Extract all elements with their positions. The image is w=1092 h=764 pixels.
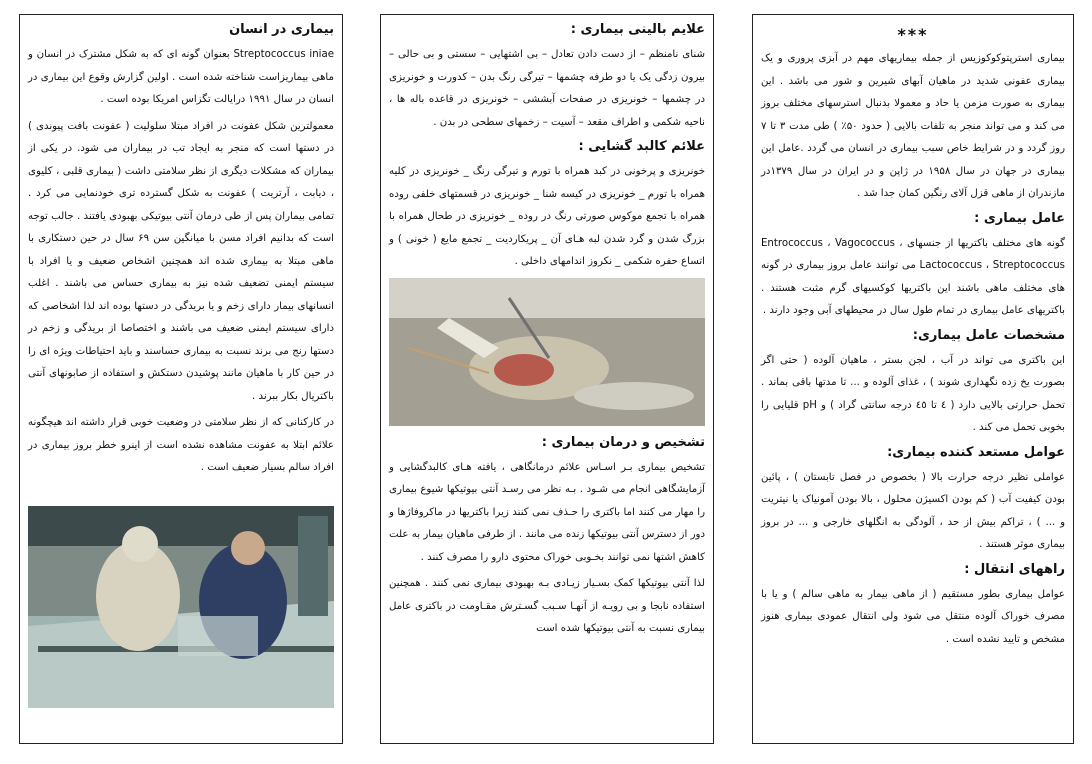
decorative-stars: *** <box>897 25 929 44</box>
transmission-heading: راههای انتقال : <box>964 561 1065 577</box>
features-heading: مشخصات عامل بیماری: <box>912 327 1065 343</box>
panel-signs <box>380 14 714 744</box>
dissected-fish-photo <box>389 278 705 426</box>
panel-intro <box>752 14 1074 744</box>
clinical-signs-text: شنای نامنظم – از دست دادن تعادل – بی اشتهایی – سستی و بی حالی – بیرون زدگی یک یا دو طرفه چشمها – تیرگی رنگ بدن – کدورت و خونریزی در چشمها – خونریزی در صفحات آبششی – خونریزی در قاعده باله ها ، ناحیه شکمی و اطراف مقعد – آسیت – زخمهای سطحی در بدن . <box>389 49 705 128</box>
factors-heading: عوامل مستعد کننده بیماری: <box>887 444 1065 460</box>
panel-human-disease <box>19 14 343 744</box>
clinical-signs-heading: علایم بالینی بیماری : <box>570 22 705 37</box>
diagnosis-text: تشخیص بیماری بـر اسـاس علائم درمانگاهی ، یافته هـای کالبدگشایی و آزمایشگاهی انجام می شـود . بـه نظر می رسـد آنتی بیوتیکها شیوع بیماری را مهار می کنند اما باکتری را حـذف نمی کنند زیرا باکتریها در ماکروفاژها و دور از دسترس آنتی بیوتیکها زنده می مانند . از طرفی ماهیان بیمار به علت کاهش اشتها نمی توانند بخـوبی خوراک محتوی دارو را مصرف کنند . <box>389 461 705 563</box>
transmission-text: عوامل بیماری بطور مستقیم ( از ماهی بیمار به ماهی سالم ) و یا با مصرف خوراک آلوده منتقل می شود ولی انتقال عمودی بیماری هنوز مشخص و تایید نشده است . <box>761 588 1065 645</box>
hatchery-workers-photo <box>28 506 334 708</box>
diagnosis-heading: تشخیص و درمان بیماری : <box>541 434 705 450</box>
features-text: این باکتری می تواند در آب ، لجن بستر ، ماهیان آلوده ( حتی اگر بصورت یخ زده نگهداری شوند ) ، غذای آلوده و ... تا مدتها باقی بماند . تحمل حرارتی بالایی دارد ( ٤ تا ٤٥ درجه سانتی گراد ) و pH قلیایی را بخوبی تحمل می کند . <box>761 354 1065 433</box>
necropsy-heading: علائم کالبد گشایی : <box>578 139 705 154</box>
intro-text: بیماری استرپتوکوکوزیس از جمله بیماریهای مهم در آبزی پروری و یک بیماری عفونی شدید در ماهیان آبهای شیرین و شور می باشد . این بیماری به صورت مزمن یا حاد و معمولا بدنبال استرسهای مختلف بروز می کند و می تواند منجر به تلفات بالایی ( حدود ۵۰٪ ) طی مدت ۳ تا ۷ روز گردد و در شرایط خاص سبب بیماری در انسان می گردد .عامل این بیماری در جهان در سال ۱۹۵۸ در ژاپن و در ایران در سال ۱۳۷۹در مازندران از ماهی قزل آلای رنگین کمان جدا شد . <box>761 53 1065 199</box>
human-disease-paragraph-2: معمولترین شکل عفونت در افراد مبتلا سلولیت ( عفونت بافت پیوندی ) در دستها است که منجر به ایجاد تب در بیماران می شود. در یکی از بیماران که مشکلات دیگری از نظر سلامتی داشت ( بیماری قلبی ، کلیوی ، دیابت ، آرتریت ) عفونت به شکل گسترده تری خودنمایی می کرد . تمامی بیماران پس از طی درمان آنتی بیوتیکی بهبودی یافتند . جالب توجه است که بدانیم افراد مسن با میانگین سن ۶۹ سال در حین دستکاری با ماهی مبتلا به بیماری شده اند همچنین اشخاص ضعیف و یا افراد با سیستم ایمنی تضعیف شده نیز به بیماری حساس می باشند . اغلب انسانهای بیمار دارای زخم و یا بریدگی در دستها بوده اند لذا اشخاصی که دارای سیستم ایمنی ضعیف می باشند و اختصاصا از بریدگی و زخم در دستها رنج می برند نسبت به بیماری حساسند و باید احتیاطات ویژه ای را در حین کار با ماهیان مانند پوشیدن دستکش و استفاده از صابونهای آنتی باکتریال بکار ببرند . <box>28 120 334 402</box>
agent-heading: عامل بیماری : <box>974 210 1065 226</box>
diagnosis-text-2: لذا آنتی بیوتیکها کمک بسـیار زیـادی بـه بهبودی بیماری نمی کنند . همچنین استفاده نابجا و بی رویـه از آنهـا سـبب گسـترش مقـاومت در باکتری عامل بیماری نسبت به آنتی بیوتیکها شده است <box>389 578 705 634</box>
necropsy-text: خونریزی و پرخونی در کبد همراه با تورم و تیرگی رنگ _ خونریزی در کلیه همراه با تورم _ خونریزی در کیسه شنا _ خونریزی در قسمتهای خلفی روده همراه با تجمع موکوس صورتی رنگ در روده _ خونریزی در طحال همراه با بزرگ شدن و گرد شدن لبه هـای آن _ پریکاردیت _ تجمع مایع ( خونی ) و اتساع حفره شکمی _ نکروز اندامهای داخلی . <box>389 166 705 267</box>
human-disease-paragraph-1: Streptococcus iniae بعنوان گونه ای که به شکل مشترک در انسان و ماهی بیماریزاست شناخته شده است . اولین گزارش وقوع این بیماری در انسان در سال ۱۹۹۱ درایالت تگزاس امریکا بوده است . <box>28 49 334 105</box>
factors-text: عواملی نظیر درجه حرارت بالا ( بخصوص در فصل تابستان ) ، پائین بودن کیفیت آب ( کم بودن اکسیژن محلول ، بالا بودن آمونیاک یا نیتریت و ... ) ، تراکم بیش از حد ، آلودگی به انگلهای خارجی و ... در بروز بیماری موثر هستند . <box>761 471 1065 550</box>
agent-text: گونه های مختلف باکتریها از جنسهای Entrococcus ، Vagococcus ، Lactococcus ، Streptococcus می توانند عامل بروز بیماری در گونه های مختلف ماهی باشند این باکتریها کوکسیهای گرم مثبت هستند . باکتریهای عامل بیماری در تمام طول سال در محیطهای آبی وجود دارند . <box>761 237 1065 316</box>
human-disease-heading: بیماری در انسان <box>229 22 334 37</box>
human-disease-paragraph-3: در کارکنانی که از نظر سلامتی در وضعیت خوبی قرار داشته اند هیچگونه علائم ابتلا به عفونت مشاهده نشده است از اینرو خطر بروز بیماری در افراد سالم بسیار ضعیف است . <box>28 417 334 473</box>
